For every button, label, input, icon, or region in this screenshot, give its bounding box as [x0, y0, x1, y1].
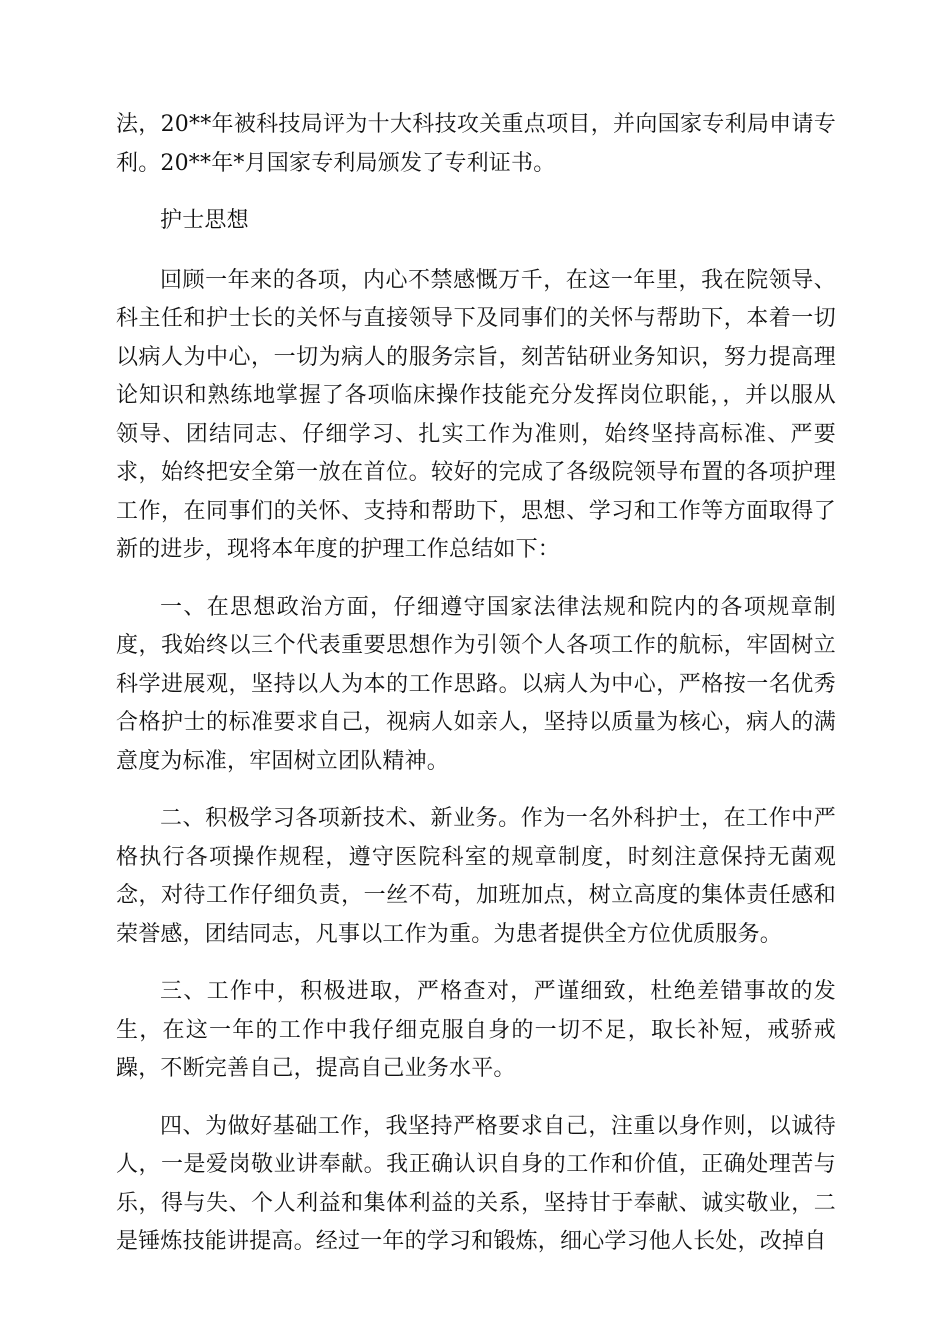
paragraph-continuation: 法，20**年被科技局评为十大科技攻关重点项目，并向国家专利局申请专利。20**年*月国家专利局颁发了专利证书。 — [116, 112, 836, 176]
paragraph-intro: 回顾一年来的各项，内心不禁感慨万千，在这一年里，我在院领导、科主任和护士长的关怀与直接领导下及同事们的关怀与帮助下，本着一切以病人为中心，一切为病人的服务宗旨，刻苦钻研业务知识，努力提高理论知识和熟练地掌握了各项临床操作技能充分发挥岗位职能，，并以服从领导、团结同志、仔细学习、扎实工作为准则，始终坚持高标准、严要求，始终把安全第一放在首位。较好的完成了各级院领导布置的各项护理工作，在同事们的关怀、支持和帮助下，思想、学习和工作等方面取得了新的进步，现将本年度的护理工作总结如下： — [116, 267, 836, 562]
paragraph-point-2: 二、积极学习各项新技术、新业务。作为一名外科护士，在工作中严格执行各项操作规程，遵守医院科室的规章制度，时刻注意保持无菌观念，对待工作仔细负责，一丝不苟，加班加点，树立高度的集体责任感和荣誉感，团结同志，凡事以工作为重。为患者提供全方位优质服务。 — [116, 806, 836, 947]
document-page — [116, 106, 836, 1281]
paragraph-point-3: 三、工作中，积极进取，严格查对，严谨细致，杜绝差错事故的发生，在这一年的工作中我仔细克服自身的一切不足，取长补短，戒骄戒躁，不断完善自己，提高自己业务水平。 — [116, 979, 836, 1081]
section-heading: 护士思想 — [160, 208, 249, 233]
paragraph-point-1: 一、在思想政治方面，仔细遵守国家法律法规和院内的各项规章制度，我始终以三个代表重要思想作为引领个人各项工作的航标，牢固树立科学进展观，坚持以人为本的工作思路。以病人为中心，严格按一名优秀合格护士的标准要求自己，视病人如亲人，坚持以质量为核心，病人的满意度为标准，牢固树立团队精神。 — [116, 594, 836, 774]
paragraph-point-4: 四、为做好基础工作，我坚持严格要求自己，注重以身作则，以诚待人，一是爱岗敬业讲奉献。我正确认识自身的工作和价值，正确处理苦与乐，得与失、个人利益和集体利益的关系，坚持甘于奉献、诚实敬业，二是锤炼技能讲提高。经过一年的学习和锻炼，细心学习他人长处，改掉自 — [116, 1113, 836, 1254]
